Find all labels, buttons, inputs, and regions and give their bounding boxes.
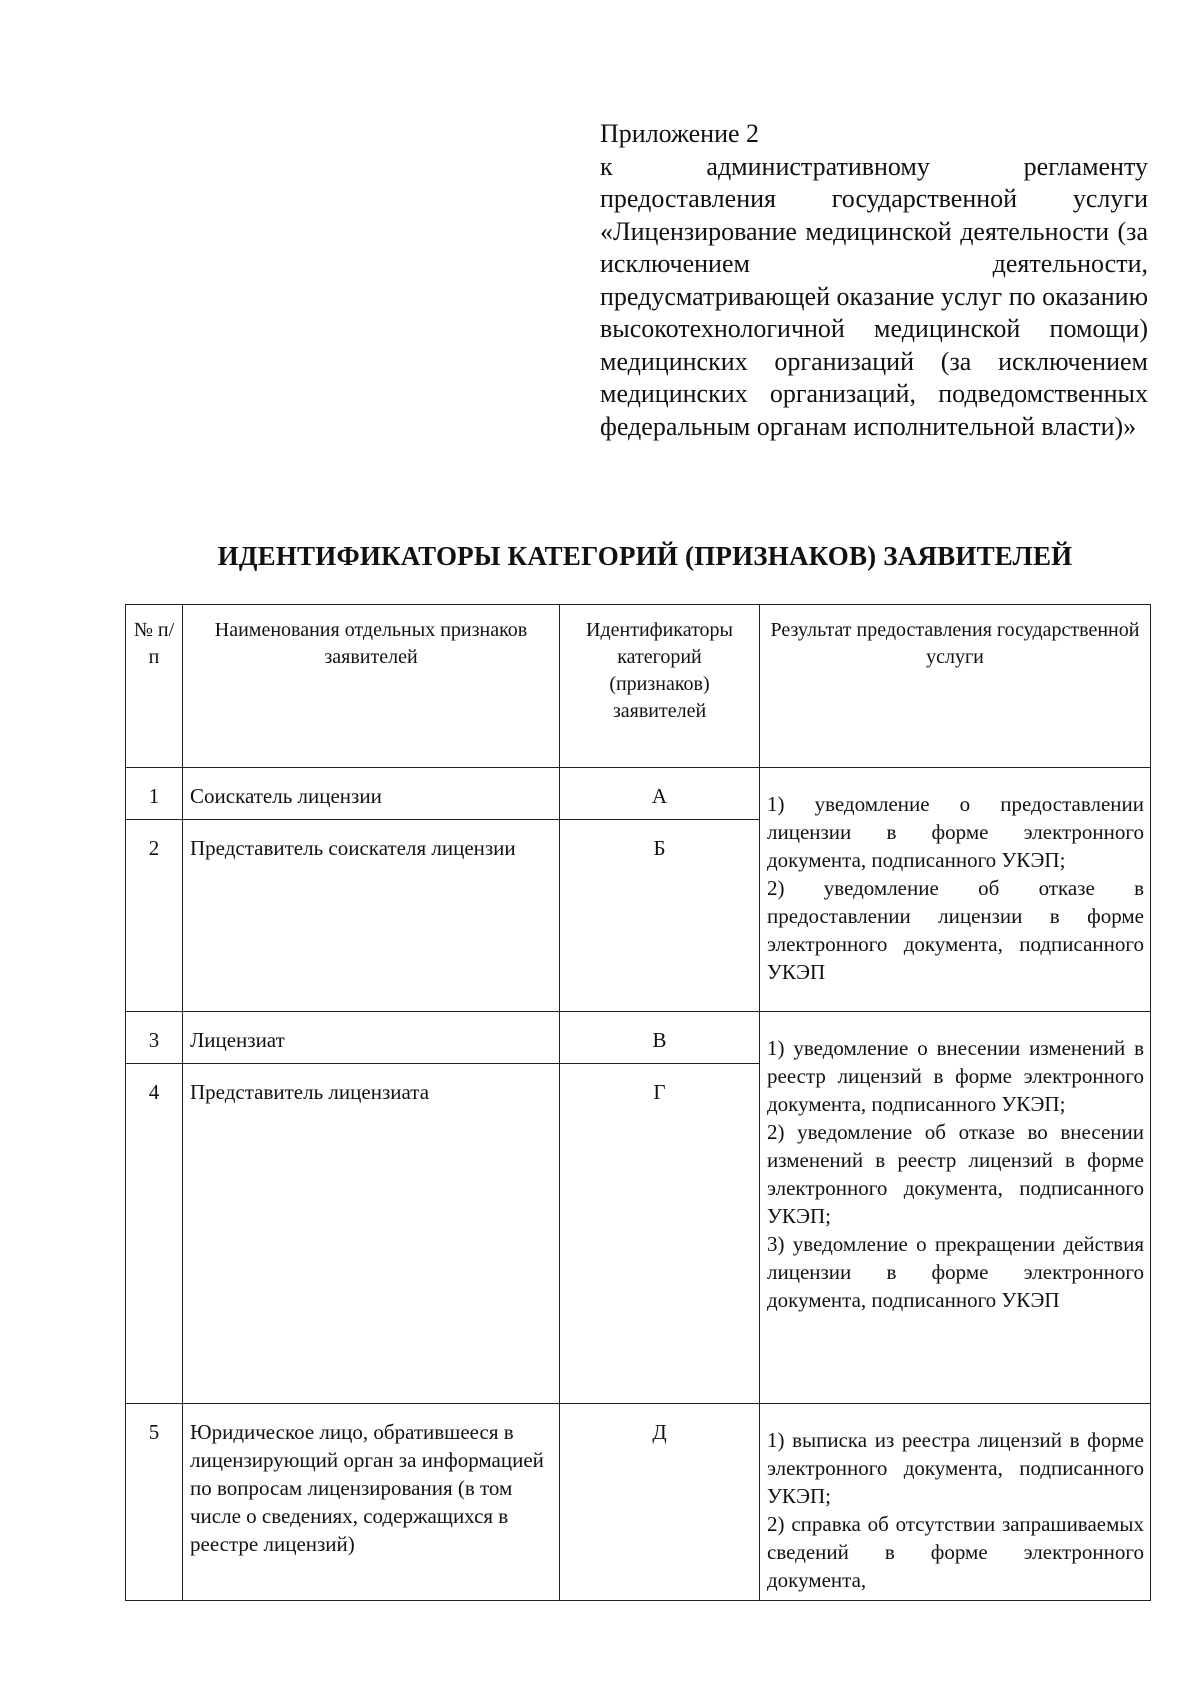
result-item: 1) уведомление о внесении изменений в реестр лицензий в форме электронного документа, подписанного УКЭП; — [767, 1036, 1144, 1116]
header-name: Наименования отдельных признаков заявителей — [183, 605, 560, 768]
appendix-heading: Приложение 2 — [600, 119, 760, 148]
row-num: 5 — [126, 1404, 183, 1601]
result-item: 3) уведомление о прекращении действия лицензии в форме электронного документа, подписанного УКЭП — [767, 1232, 1144, 1312]
row-name: Юридическое лицо, обратившееся в лицензирующий орган за информацией по вопросам лицензирования (в том числе о сведениях, содержащихся в реестре лицензий) — [183, 1404, 560, 1601]
table-row — [126, 1404, 1151, 1601]
result-item: 1) выписка из реестра лицензий в форме электронного документа, подписанного УКЭП; — [767, 1428, 1144, 1508]
header-result: Результат предоставления государственной услуги — [760, 605, 1151, 768]
result-cell-group3 — [760, 1404, 1151, 1601]
row-name: Представитель лицензиата — [183, 1064, 560, 1404]
row-ident: А — [560, 768, 760, 820]
table-header-row — [126, 605, 1151, 768]
row-num: 4 — [126, 1064, 183, 1404]
applicant-categories-table — [125, 604, 1151, 1601]
row-name: Соискатель лицензии — [183, 768, 560, 820]
row-num: 2 — [126, 820, 183, 1012]
table-row — [126, 1012, 1151, 1064]
result-cell-group2 — [760, 1012, 1151, 1404]
row-num: 3 — [126, 1012, 183, 1064]
row-name: Лицензиат — [183, 1012, 560, 1064]
result-item: 2) уведомление об отказе во внесении изменений в реестр лицензий в форме электронного документа, подписанного УКЭП; — [767, 1120, 1144, 1228]
row-ident: Г — [560, 1064, 760, 1404]
row-ident: В — [560, 1012, 760, 1064]
row-num: 1 — [126, 768, 183, 820]
row-ident: Д — [560, 1404, 760, 1601]
appendix-text: к административному регламенту предоставления государственной услуги «Лицензирование медицинской деятельности (за исключением деятельности, предусматривающей оказание услуг по оказанию высокотехнологичной медицинской помощи) медицинских организаций (за исключением медицинских организаций, подведомственных федеральным органам исполнительной власти)» — [600, 151, 1148, 441]
result-item: 1) уведомление о предоставлении лицензии в форме электронного документа, подписанного УКЭП; — [767, 792, 1144, 872]
result-item: 2) уведомление об отказе в предоставлении лицензии в форме электронного документа, подписанного УКЭП — [767, 876, 1144, 984]
table-row — [126, 768, 1151, 820]
header-ident: Идентификаторы категорий (признаков) заявителей — [560, 605, 760, 768]
row-name: Представитель соискателя лицензии — [183, 820, 560, 1012]
result-cell-group1 — [760, 768, 1151, 1012]
result-item: 2) справка об отсутствии запрашиваемых сведений в форме электронного документа, — [767, 1512, 1144, 1592]
row-ident: Б — [560, 820, 760, 1012]
appendix-block — [600, 118, 1148, 443]
document-title: ИДЕНТИФИКАТОРЫ КАТЕГОРИЙ (ПРИЗНАКОВ) ЗАЯВИТЕЛЕЙ — [217, 541, 1073, 571]
header-num: № п/п — [126, 605, 183, 768]
